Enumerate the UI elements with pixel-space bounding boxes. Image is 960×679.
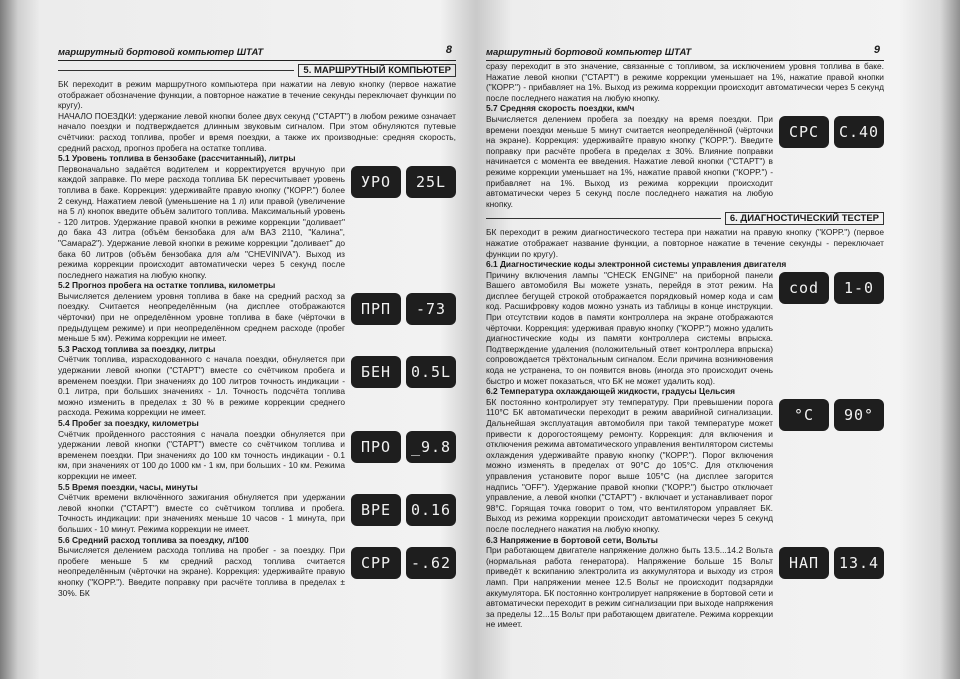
lcd-display-value: 1-0	[834, 272, 884, 304]
item-text: При работающем двигателе напряжение должно быть 13.5...14.2 Вольта (нормальная работа генератора). Напряжение больше 15 Вольт приведёт к вскипанию электролита из аккумулятора и выходу из строя ламп. При напряжении менее 12.5 Вольт не происходит подзарядки аккумулятора. БК постоянно контролирует напряжение в бортовой сети и автоматически переходит в режим сигнализации при выходе напряжения за пределы 12...15 Вольт при работающем двигателе. Режима коррекции не имеет.	[486, 545, 773, 630]
item-title: 5.4 Пробег за поездку, километры	[58, 418, 199, 428]
right-header	[486, 40, 884, 61]
item-title: 6.3 Напряжение в бортовой сети, Вольты	[486, 534, 658, 545]
item-5-1	[58, 153, 456, 280]
continuation-paragraph: сразу переходит в это значение, связанные с топливом, за исключением уровня топлива в баке. Нажатие левой кнопки ("СТАРТ") в режиме коррекции уменьшает на 1%, нажатие правой кнопки ("КОРР.") - прибавляет на 1%. Выход из режима коррекции происходит автоматически через 5 секунд после последнего нажатия на любую кнопку.	[486, 61, 884, 103]
lcd-display-function: СРС	[779, 116, 829, 148]
item-5-4	[58, 418, 456, 482]
item-title: 5.7 Средняя скорость поездки, км/ч	[486, 103, 635, 114]
lcd-display-value: -.62	[406, 547, 456, 579]
item-text: Вычисляется делением уровня топлива в баке на средний расход за поездку. Считается неопределённым (на дисплее отображаются чёрточки) при не определённом уровне топлива в баке (чёрточки в предыдущем режиме) и при неопределённом среднем расходе (пробег меньше 5 км). Режима коррекции не имеет.	[58, 290, 345, 344]
item-5-7	[486, 103, 884, 209]
item-text: Первоначально задаётся водителем и корректируется вручную при каждой заправке. По мере расхода топлива БК пересчитывает уровень топлива в баке. Коррекция: удерживайте правую кнопку ("КОРР.") более 2 секунд. Нажатием левой (уменьшение на 1 л) или правой (увеличение на 5 л) кнопок введите объём залитого топлива. Максимальный уровень - 120 литров. Удержание правой кнопки в режиме коррекции "доливает" до бака 43 литра (объём бензобака для а/м ВАЗ 2110, "Калина", "Самара2"). Удержание левой кнопки в режиме коррекции "доливает" до бака 60 литров (объём бензобака для а/м "CHEVINIVA"). Выход из режима коррекции происходит автоматически через 5 секунд после последнего нажатия на любую кнопку.	[58, 163, 345, 280]
lcd-display-value: -73	[406, 293, 456, 325]
lcd-display-value: 0.5L	[406, 356, 456, 388]
lcd-display-function: НАП	[779, 547, 829, 579]
item-5-3	[58, 344, 456, 418]
section-5-intro: БК переходит в режим маршрутного компьютера при нажатии на левую кнопку (первое нажатие отображает обозначение функции, а повторное нажатие в течение секунды переключает функции по кругу).	[58, 79, 456, 111]
item-title: 5.5 Время поездки, часы, минуты	[58, 481, 198, 492]
section-5-title: 5. МАРШРУТНЫЙ КОМПЬЮТЕР	[298, 64, 456, 77]
item-title: 6.2 Температура охлаждающей жидкости, градусы Цельсия	[486, 386, 736, 397]
lcd-display-pair	[779, 547, 884, 579]
lcd-display-pair	[351, 431, 456, 463]
section-6-intro: БК переходит в режим диагностического тестера при нажатии на правую кнопку ("КОРР.") (первое нажатие отображает название функции, а повторное нажатие в течение секунды - переключает функции по кругу).	[486, 227, 884, 259]
left-page	[58, 40, 456, 671]
lcd-display-pair	[351, 293, 456, 325]
lcd-display-value: 13.4	[834, 547, 884, 579]
lcd-display-pair	[779, 116, 884, 148]
item-text: Причину включения лампы "CHECK ENGINE" на приборной панели Вашего автомобиля Вы можете узнать, перейдя в этот режим. На дисплее бегущей строкой отображается порядковый номер кода и сам код. Расшифровку кодов можно узнать из таблицы в конце инструкции. При отсутствии кодов в памяти контроллера на экране отображаются чёрточки. Коррекция: удерживая правую кнопку ("КОРР.") можно удалить диагностические коды из памяти контроллера системы впрыска. Подтверждение удаления (положительный ответ контроллера впрыска) сопровождается трёхтональным сигналом. Если причина возникновения кода не устранена, то он появится вновь (иногда это происходит очень быстро и может показаться, что БК не может удалить код).	[486, 269, 773, 386]
lcd-display-value: 25L	[406, 166, 456, 198]
lcd-display-function: ПРО	[351, 431, 401, 463]
lcd-display-pair	[351, 356, 456, 388]
item-text: Вычисляется делением расхода топлива на пробег - за поездку. При пробеге меньше 5 км средний расход топлива считается неопределённым (чёрточки на экране). Коррекция: удерживайте правую кнопку ("КОРР."). Введите поправку при расчёте топлива в пределах ± 30%. БК	[58, 545, 345, 598]
left-page-number: 8	[445, 44, 452, 56]
item-6-2	[486, 386, 884, 534]
item-title: 5.1 Уровень топлива в бензобаке (рассчитанный), литры	[58, 153, 296, 164]
lcd-display-function: cod	[779, 272, 829, 304]
trip-start-paragraph: НАЧАЛО ПОЕЗДКИ: удержание левой кнопки более двух секунд ("СТАРТ") в любом режиме означает начало поездки и подтверждается длинным звуковым сигналом. При этом обнуляются путевые счётчики: расход топлива, пробег и время поездки, а также их производные: средняя скорость, средний расход, прогноз пробега на остатке топлива.	[58, 110, 456, 153]
lcd-display-pair	[779, 399, 884, 431]
lcd-display-function: ВРЕ	[351, 494, 401, 526]
item-5-2	[58, 280, 456, 344]
lcd-display-function: °С	[779, 399, 829, 431]
item-text: Счётчик времени включённого зажигания обнуляется при удержании левой кнопки ("СТАРТ") вместе со счётчиком топлива и пробега. Точность индикации: при значениях меньше 10 часов - 1 минута, при больших - 10 минут. Режима коррекции не имеет.	[58, 492, 345, 534]
lcd-display-pair	[779, 272, 884, 304]
item-text: БК постоянно контролирует эту температуру. При превышении порога 110°С БК автоматически переходит в режим аварийной сигнализации. Дальнейшая эксплуатация автомобиля при такой температуре может привести к дорогостоящему ремонту. Коррекция: для включения и отключения режима автоматического управления вентилятором системы охлаждения удерживайте правую кнопку ("КОРР."). Порог включения можно изменять в пределах от 90°С до 105°С. Для отключения управления установите порог выше 105°С (на дисплее загорится надпись "OFF"). Удержание правой кнопки ("КОРР.") быстро отключает управление, а левой кнопки ("СТАРТ") - включает и устанавливает порог 98°С. Горящая точка говорит о том, что вентилятором управляет БК. Выход из режима коррекции происходит автоматически через 5 секунд после последнего нажатия на любую кнопку.	[486, 396, 773, 534]
item-6-1	[486, 259, 884, 386]
item-text: Счётчик топлива, израсходованного с начала поездки, обнуляется при удержании левой кнопки ("СТАРТ") вместе со счётчиком пробега и временем поездки. При значениях до 100 литров точность индикации - 0.1 литра, при больших значениях - 1л. Точность подсчёта топлива можно изменить в пределах ± 30 % в режиме коррекции среднего расхода. Режима коррекции не имеет.	[58, 354, 345, 418]
lcd-display-value: _9.8	[406, 431, 456, 463]
right-header-title: маршрутный бортовой компьютер ШТАТ	[486, 47, 692, 58]
lcd-display-function: ПРП	[351, 293, 401, 325]
item-6-3	[486, 535, 884, 630]
lcd-display-pair	[351, 166, 456, 198]
section-6-heading	[486, 212, 884, 225]
item-text: Вычисляется делением пробега за поездку на время поездки. При времени поездки меньше 5 минут считается неопределённой (чёрточки на экране). Коррекция: удерживайте правую кнопку ("КОРР."). Введите поправку при расчёте пробега в пределах ± 30%. Влияние поправки начинается с момента ее введения. Нажатие левой кнопки ("СТАРТ") в режиме коррекции уменьшает на 1%, нажатие правой кнопки ("КОРР.") - прибавляет на 1%. Выход из режима коррекции происходит автоматически через 5 секунд после последнего нажатия на любую кнопку.	[486, 113, 773, 209]
lcd-display-pair	[351, 494, 456, 526]
lcd-display-value: С.40	[834, 116, 884, 148]
left-header-title: маршрутный бортовой компьютер ШТАТ	[58, 47, 264, 58]
item-title: 5.6 Средний расход топлива за поездку, л/100	[58, 534, 249, 545]
section-6-title: 6. ДИАГНОСТИЧЕСКИЙ ТЕСТЕР	[725, 212, 884, 225]
item-text: Счётчик пройденного расстояния с начала поездки обнуляется при удержании левой кнопки ("СТАРТ") вместе со счётчиком топлива и временем поездки. При значениях до 100 км точность индикации - 0.1 км, при значениях от 100 до 1000 км - 1 км, при больших - 10 км. Режима коррекции не имеет.	[58, 428, 345, 481]
right-page	[486, 40, 884, 671]
item-title: 5.2 Прогноз пробега на остатке топлива, километры	[58, 280, 276, 291]
section-5-heading	[58, 64, 456, 77]
lcd-display-pair	[351, 547, 456, 579]
left-header	[58, 40, 456, 61]
item-5-6	[58, 535, 456, 599]
lcd-display-value: 0.16	[406, 494, 456, 526]
item-title: 6.1 Диагностические коды электронной системы управления двигателя	[486, 259, 787, 270]
section-rule	[58, 70, 294, 71]
lcd-display-value: 90°	[834, 399, 884, 431]
lcd-display-function: УРО	[351, 166, 401, 198]
item-title: 5.3 Расход топлива за поездку, литры	[58, 343, 216, 354]
lcd-display-function: БЕН	[351, 356, 401, 388]
right-page-number: 9	[873, 44, 880, 56]
section-rule	[486, 218, 721, 219]
lcd-display-function: СРР	[351, 547, 401, 579]
item-5-5	[58, 482, 456, 535]
